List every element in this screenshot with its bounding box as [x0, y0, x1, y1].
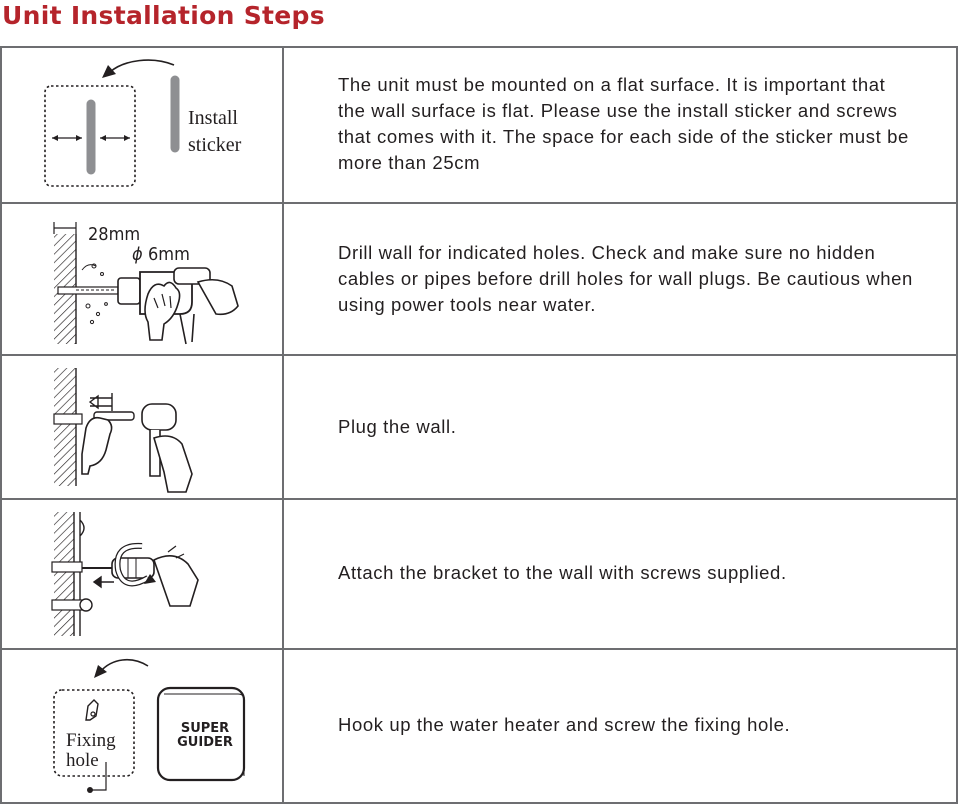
step-1-text: The unit must be mounted on a flat surface. It is important that the wall surface is flat. Please use the install sticker and screws that comes with it. The space for each side of the sticker must be more than 25cm [338, 74, 909, 173]
step-3-text: Plug the wall. [338, 416, 457, 437]
step-row-3 [2, 354, 956, 498]
install-sticker-icon [2, 48, 282, 200]
step-5-text: Hook up the water heater and screw the fixing hole. [338, 714, 791, 735]
step-row-2 [2, 202, 956, 354]
drill-icon [2, 204, 282, 354]
step-2-text: Drill wall for indicated holes. Check and make sure no hidden cables or pipes before drill holes for wall plugs. Be cautious when using power tools near water. [338, 242, 913, 315]
step-row-1 [2, 48, 956, 202]
step-4-text: Attach the bracket to the wall with screws supplied. [338, 562, 787, 583]
step-3-illustration [2, 356, 284, 498]
hammer-plug-icon [2, 356, 282, 498]
step-row-4 [2, 498, 956, 648]
step-1-illustration [2, 48, 284, 202]
drill-diameter-symbol: ϕ [132, 244, 143, 265]
install-sticker-label-2: sticker [188, 134, 242, 156]
screwdriver-icon [2, 500, 282, 648]
fixing-hole-label-2: hole [66, 750, 99, 771]
fixing-hole-label-1: Fixing [66, 730, 116, 751]
drill-depth-label: 28mm [88, 224, 141, 245]
step-2-illustration [2, 204, 284, 354]
step-row-5 [2, 648, 956, 802]
drill-diameter-label: 6mm [148, 244, 190, 265]
brand-logo-line-1: SUPER [180, 721, 230, 736]
water-heater-icon [2, 650, 282, 802]
page-title: Unit Installation Steps [2, 1, 325, 30]
install-sticker-label-1: Install [188, 107, 238, 129]
step-4-illustration [2, 500, 284, 648]
brand-logo-line-2: GUIDER [177, 735, 233, 750]
steps-table [0, 46, 958, 804]
step-5-illustration [2, 650, 284, 802]
